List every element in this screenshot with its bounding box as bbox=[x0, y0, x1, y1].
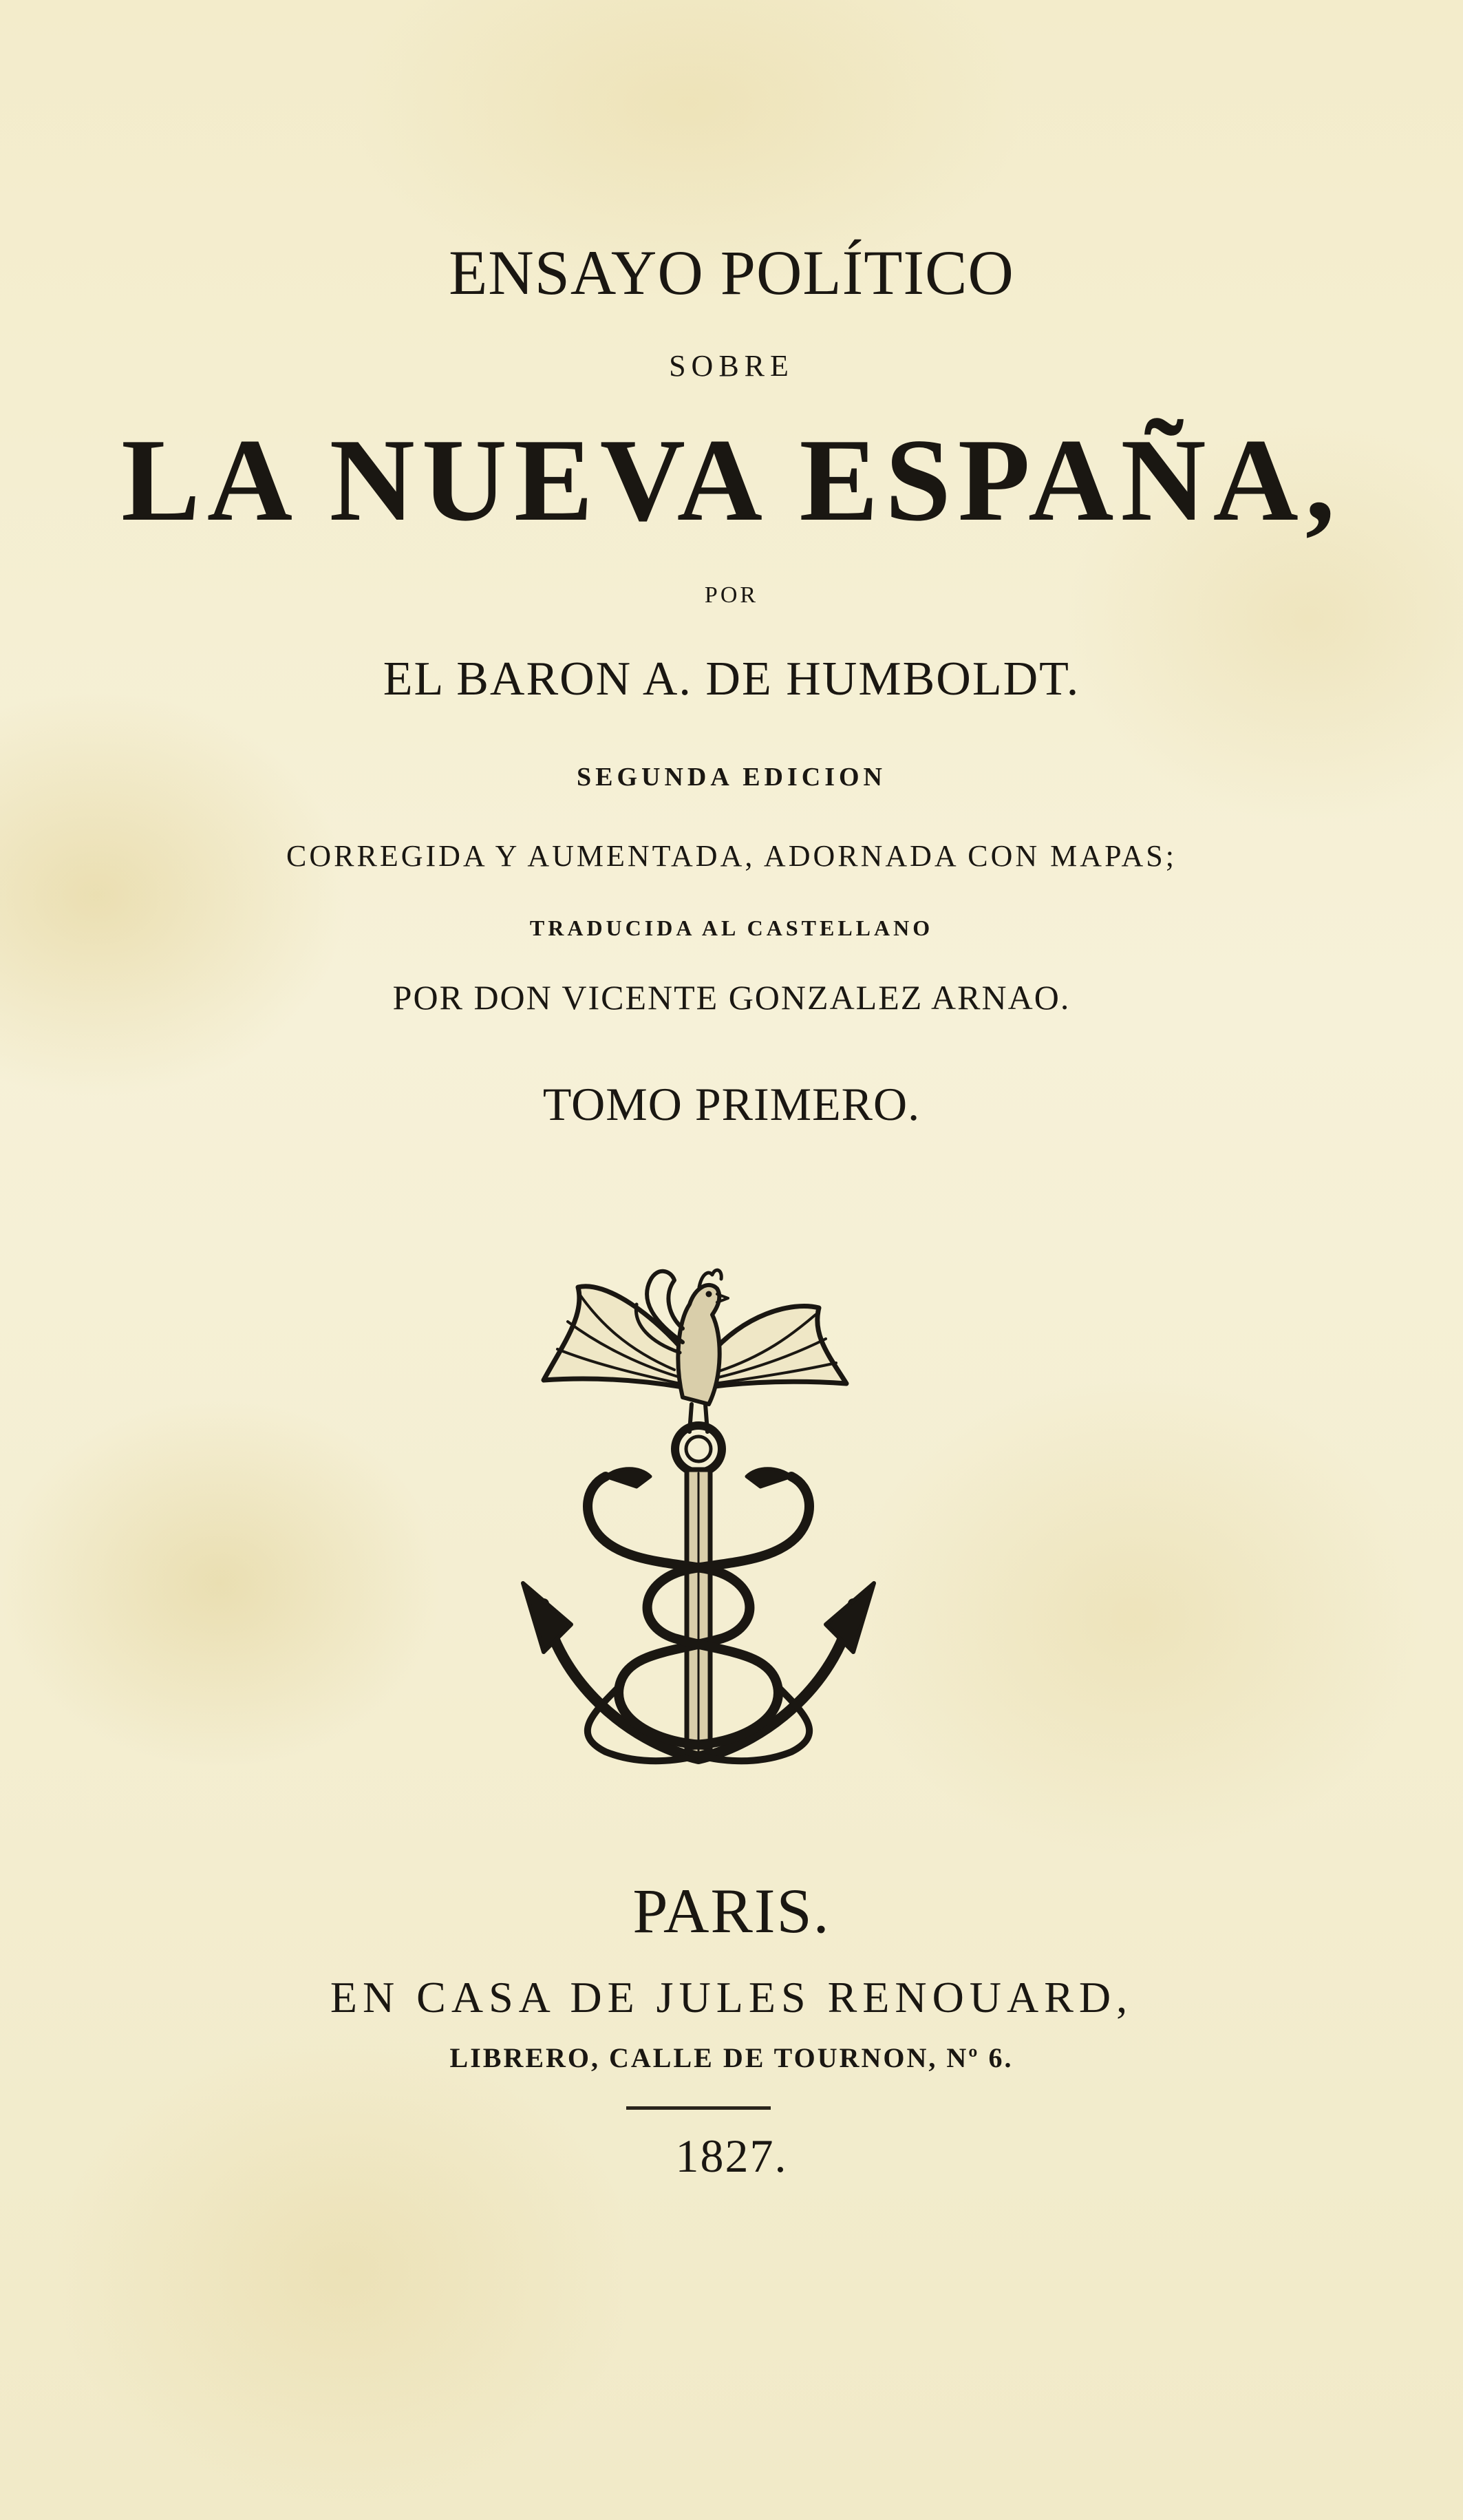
publication-city: PARIS. bbox=[632, 1876, 831, 1946]
volume-label: TOMO PRIMERO. bbox=[542, 1078, 921, 1130]
translator-name: POR DON VICENTE GONZALEZ ARNAO. bbox=[392, 978, 1071, 1017]
anchor-with-rooster-and-serpents-icon bbox=[502, 1239, 888, 1790]
divider-rule bbox=[626, 2106, 771, 2110]
translation-label: TRADUCIDA AL CASTELLANO bbox=[529, 915, 934, 940]
edition-label: SEGUNDA EDICION bbox=[576, 763, 887, 792]
title-line-ensayo: ENSAYO POLÍTICO bbox=[449, 237, 1014, 308]
main-title: LA NUEVA ESPAÑA, bbox=[121, 415, 1342, 546]
author-name: EL BARON A. DE HUMBOLDT. bbox=[383, 653, 1080, 706]
title-line-sobre: SOBRE bbox=[669, 349, 794, 383]
publisher-name: EN CASA DE JULES RENOUARD, bbox=[330, 1973, 1133, 2022]
publication-year: 1827. bbox=[675, 2130, 788, 2182]
por-label: POR bbox=[704, 582, 759, 608]
edition-detail: CORREGIDA Y AUMENTADA, ADORNADA CON MAPAS; bbox=[286, 839, 1177, 873]
publisher-address: LIBRERO, CALLE DE TOURNON, Nº 6. bbox=[449, 2042, 1014, 2073]
